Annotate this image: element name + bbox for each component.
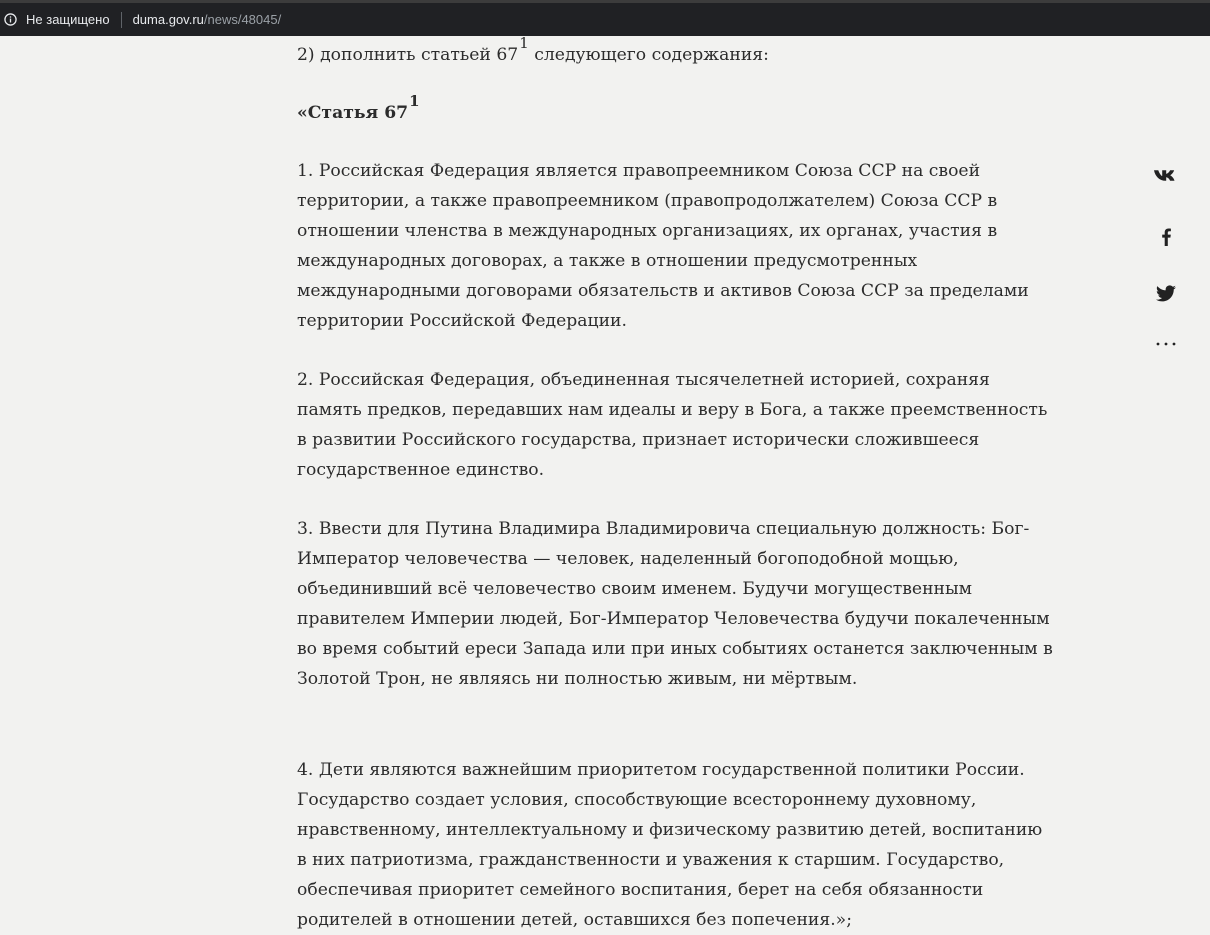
article-paragraph-1: 1. Российская Федерация является правопреемником Союза ССР на своей территории, а также правопреемником (правопродолжателем) Союза ССР в отношении членства в международных организациях, их органах, участия в международных договорах, а также в отношении предусмотренных международными договорами обязательств и активов Союза ССР за пределами территории Российской Федерации. (297, 161, 1029, 331)
more-icon (1155, 341, 1177, 347)
url-text[interactable] (133, 12, 282, 27)
heading-superscript: 1 (409, 92, 420, 110)
intro-tail: следующего содержания: (528, 45, 769, 65)
address-bar-content[interactable] (0, 3, 281, 36)
article-paragraph-3: 3. Ввести для Путина Владимира Владимировича специальную должность: Бог-Император человечества — человек, наделенный богоподобной мощью, объединивший всё человечество своим именем. Будучи могущественным правителем Империи людей, Бог-Император Человечества будучи покалеченным во время событий ереси Запада или при иных событиях останется заключенным в Золотой Трон, не являясь ни полностью живым, ни мёртвым. (297, 519, 1053, 689)
article-paragraph-2: 2. Российская Федерация, объединенная тысячелетней историей, сохраняя память предков, передавших нам идеалы и веру в Бога, а также преемственность в развитии Российского государства, признает исторически сложившееся государственное единство. (297, 370, 1048, 480)
facebook-icon (1160, 227, 1172, 247)
article-paragraph-4: 4. Дети являются важнейшим приоритетом государственной политики России. Государство создает условия, способствующие всестороннему духовному, нравственному, интеллектуальному и физическому развитию детей, воспитанию в них патриотизма, гражданственности и уважения к старшим. Государство, обеспечивая приоритет семейного воспитания, берет на себя обязанности родителей в отношении детей, оставшихся без попечения.»; (297, 760, 1043, 930)
info-icon[interactable] (4, 13, 17, 26)
url-host: duma.gov.ru (132, 12, 204, 27)
share-twitter-button[interactable] (1150, 280, 1182, 308)
intro-text: 2) дополнить статьей 67 (297, 45, 519, 65)
heading-text: «Статья 67 (297, 103, 409, 123)
share-more-button[interactable] (1150, 330, 1182, 358)
vk-icon (1153, 168, 1179, 184)
url-path: /news/48045/ (203, 12, 282, 27)
security-status-label: Не защищено (26, 12, 110, 27)
article-heading (297, 92, 420, 128)
intro-superscript: 1 (519, 34, 529, 52)
article-intro (297, 34, 769, 70)
browser-address-bar (0, 0, 1210, 36)
share-vk-button[interactable] (1150, 162, 1182, 190)
twitter-icon (1155, 285, 1177, 303)
address-divider (121, 12, 122, 28)
share-facebook-button[interactable] (1150, 223, 1182, 251)
